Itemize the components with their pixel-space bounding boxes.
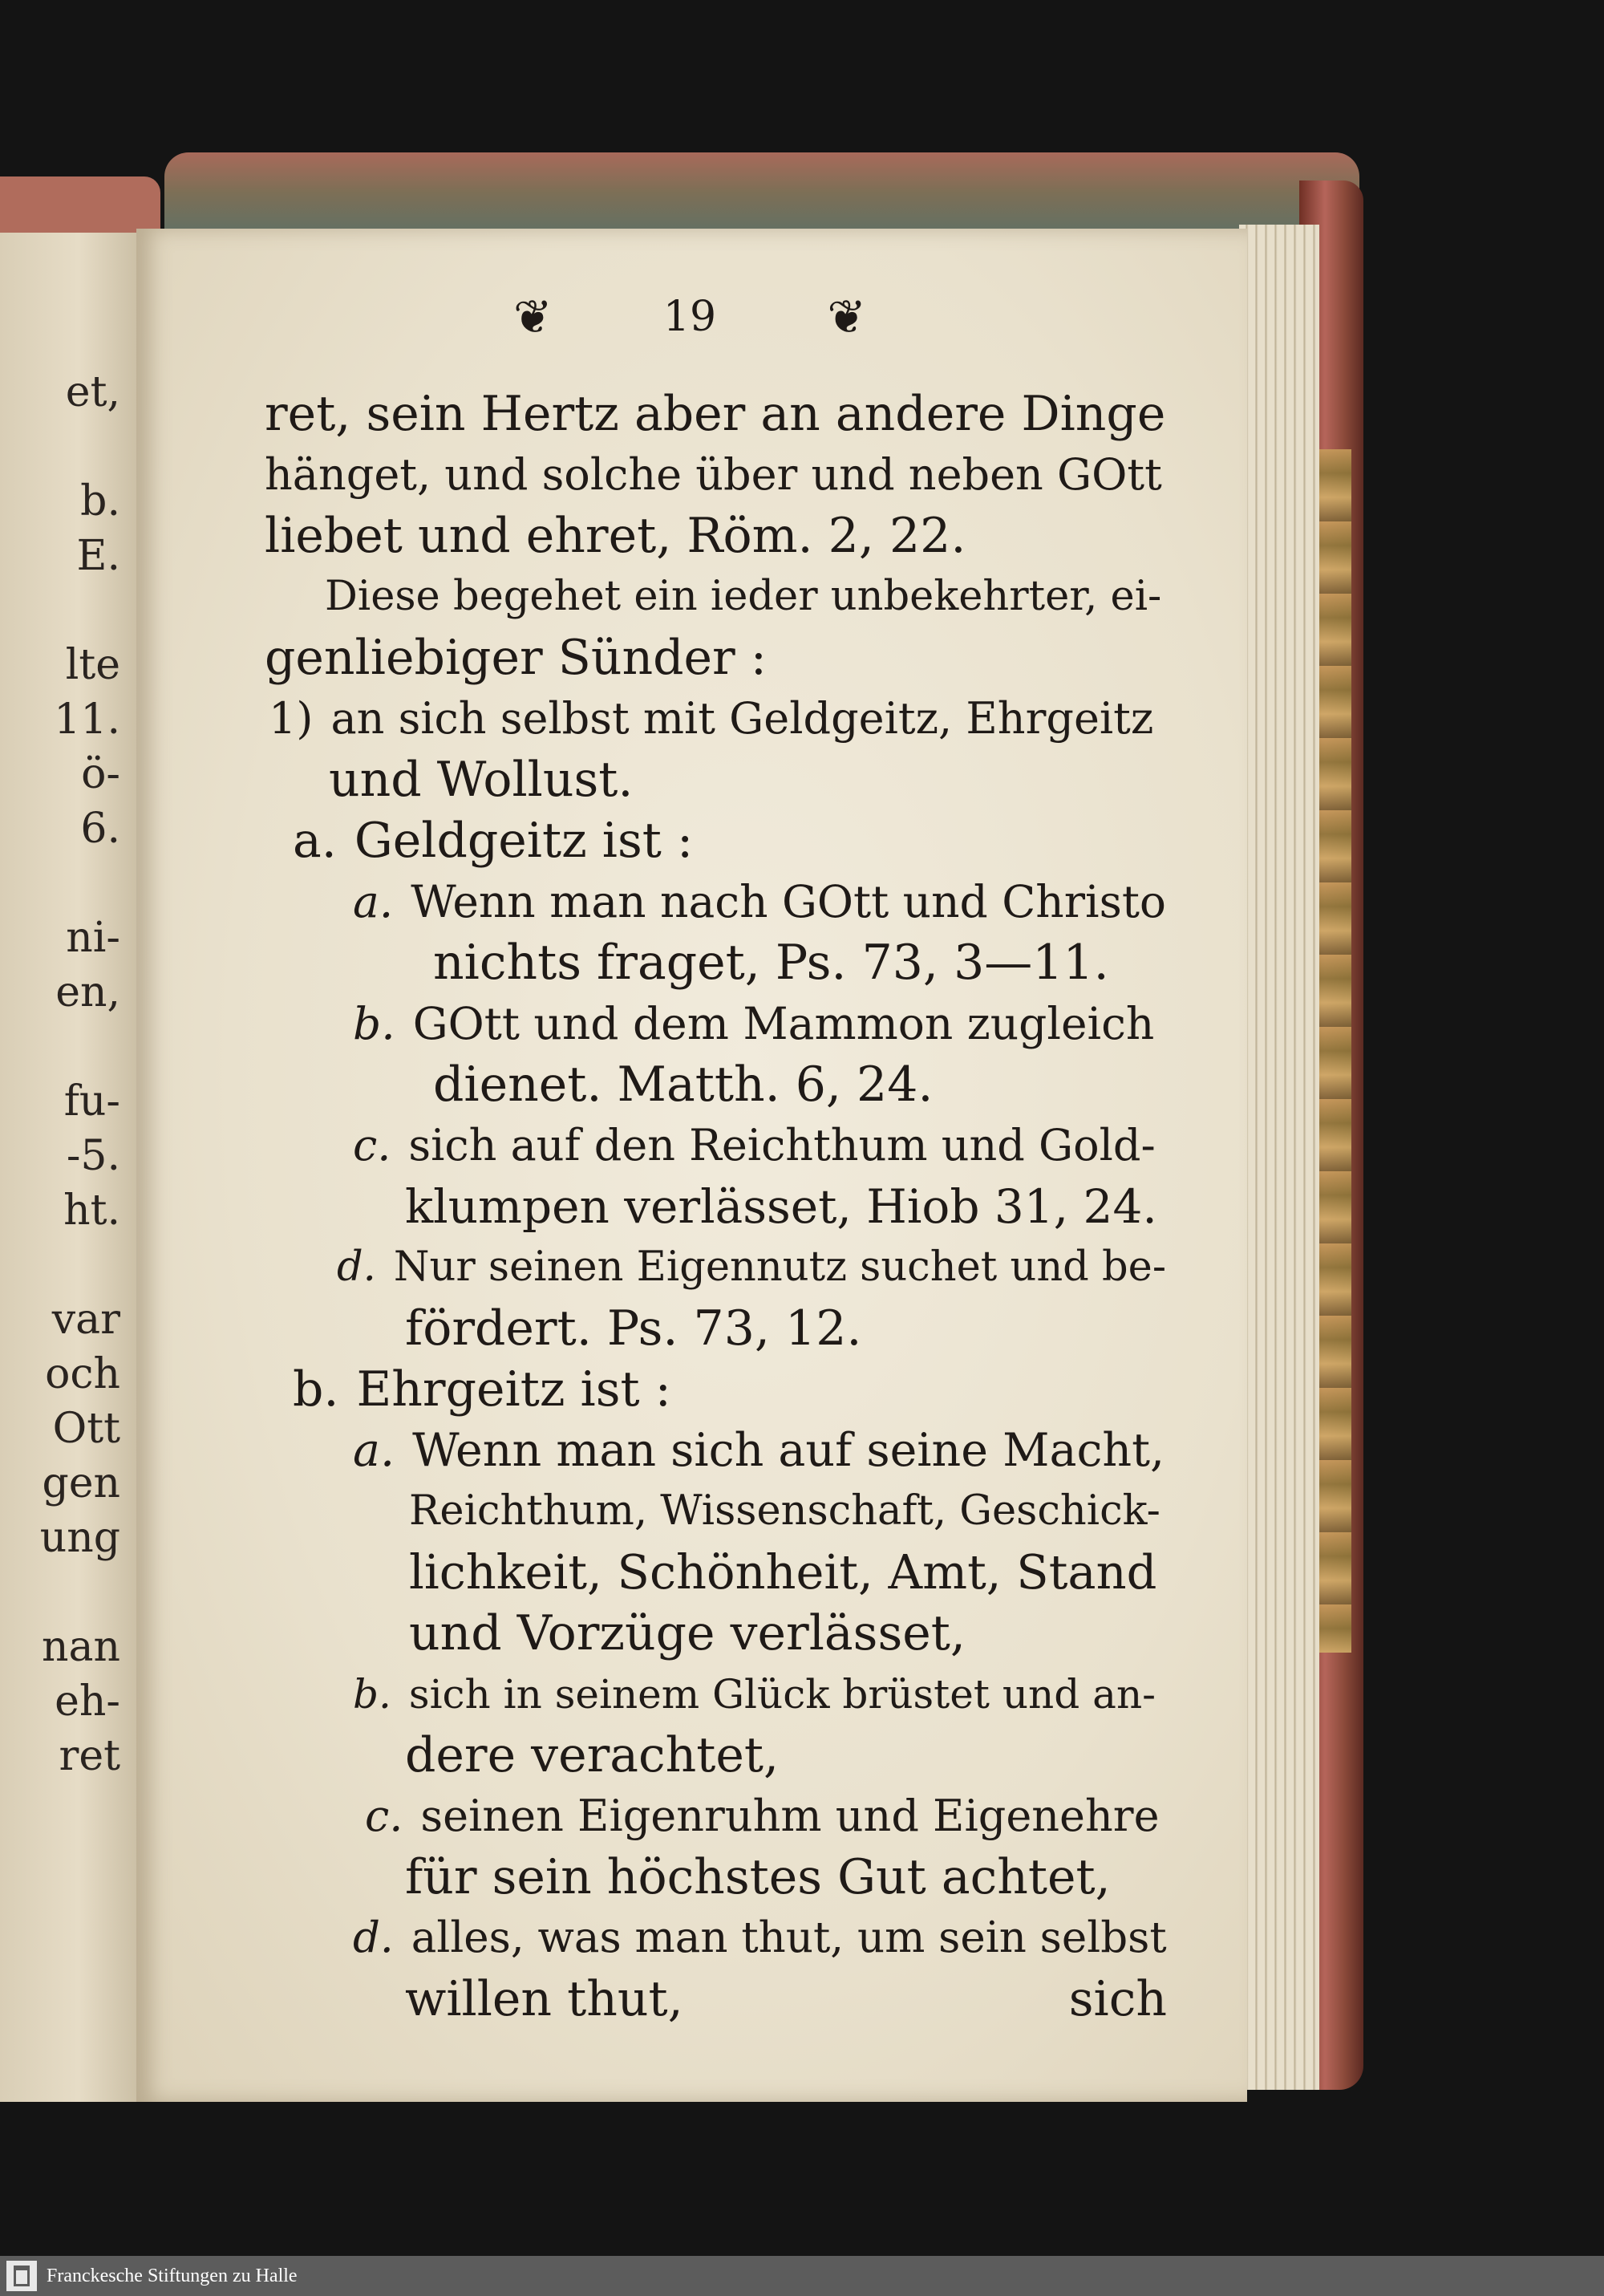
text-line: a. Wenn man sich auf seine Macht, <box>353 1420 1167 1481</box>
text-line: liebet und ehret, Röm. 2, 22. <box>265 508 966 564</box>
left-fragment: ht. <box>63 1187 120 1235</box>
left-fragment: ö- <box>81 750 120 798</box>
left-fragment: 11. <box>54 696 120 744</box>
text-line: a. Geldgeitz ist : <box>293 810 1167 871</box>
left-fragment: et, <box>65 368 120 416</box>
left-ornament-icon: ❦ <box>513 290 553 344</box>
list-marker: a. <box>353 1424 395 1477</box>
left-fragment: E. <box>76 532 120 580</box>
left-fragment: eh- <box>55 1677 120 1726</box>
text-line: fördert. Ps. 73, 12. <box>405 1300 862 1357</box>
list-marker: c. <box>365 1791 403 1841</box>
text-line: c. sich auf den Reichthum und Gold- <box>353 1115 1167 1176</box>
left-fragment: ni- <box>66 914 120 962</box>
right-ornament-icon: ❦ <box>827 290 866 344</box>
left-fragment <box>0 420 120 474</box>
text-line: klumpen verlässet, Hiob 31, 24. <box>405 1179 1157 1234</box>
text-line: und Vorzüge verlässet, <box>409 1605 966 1661</box>
text-line: nichts fraget, Ps. 73, 3—11. <box>433 935 1109 991</box>
text-line: Reichthum, Wissenschaft, Geschick- <box>409 1487 1160 1535</box>
footer-bar <box>0 2256 1604 2296</box>
text-line: lichkeit, Schönheit, Amt, Stand <box>409 1544 1157 1600</box>
text-line: ret, sein Hertz aber an andere Dinge <box>265 386 1166 442</box>
left-fragment <box>0 856 120 911</box>
list-marker: b. <box>353 1671 391 1718</box>
list-marker: c. <box>353 1120 391 1170</box>
left-fragment: nan <box>42 1623 120 1671</box>
left-fragment: var <box>51 1296 120 1344</box>
left-cover-edge <box>0 176 160 233</box>
left-fragment <box>0 1238 120 1292</box>
text-line: b. GOtt und dem Mammon zugleich <box>353 993 1167 1054</box>
left-fragment: 6. <box>80 805 120 853</box>
catchword: sich <box>1068 1971 1167 2027</box>
left-fragment: och <box>45 1350 120 1398</box>
text-line: d. Nur seinen Eigennutz suchet und be- <box>337 1237 1167 1298</box>
text-line: b. Ehrgeitz ist : <box>293 1359 1167 1420</box>
footer-credit: Franckesche Stiftungen zu Halle <box>47 2265 298 2286</box>
left-fragment: gen <box>42 1459 120 1507</box>
page-number: 19 <box>662 293 717 341</box>
text-line: 1) an sich selbst mit Geldgeitz, Ehrgeitz <box>269 688 1167 749</box>
left-fragment: lte <box>65 641 120 689</box>
text-line: a. Wenn man nach GOtt und Christo <box>353 871 1167 932</box>
text-line: dienet. Matth. 6, 24. <box>433 1057 934 1113</box>
text-line: und Wollust. <box>329 752 634 808</box>
list-marker: 1) <box>269 693 314 744</box>
text-line: d. alles, was man thut, um sein selbst <box>353 1908 1167 1969</box>
list-marker: d. <box>337 1243 376 1291</box>
left-fragment: Ott <box>52 1405 120 1453</box>
left-fragment: -5. <box>66 1132 120 1180</box>
list-marker: b. <box>293 1361 339 1418</box>
institution-logo-icon <box>6 2261 37 2291</box>
spine-marbling <box>1315 449 1351 1653</box>
list-marker: d. <box>353 1913 394 1962</box>
text-line: b. sich in seinem Glück brüstet und an- <box>353 1664 1167 1725</box>
left-fragment <box>0 583 120 638</box>
text-line: Diese begehet ein ieder unbekehrter, ei- <box>325 573 1162 620</box>
text-line: für sein höchstes Gut achtet, <box>405 1849 1111 1905</box>
text-line: dere verachtet, <box>405 1727 780 1783</box>
left-fragment: ung <box>39 1514 120 1562</box>
page-header <box>513 285 866 349</box>
left-fragment <box>0 1020 120 1074</box>
list-marker: b. <box>353 998 395 1049</box>
left-fragment: ret <box>59 1732 120 1780</box>
book-cover-top <box>164 152 1359 241</box>
left-fragment: fu- <box>63 1077 120 1126</box>
left-fragment: b. <box>80 477 120 525</box>
left-fragment <box>0 1565 120 1620</box>
text-line: hänget, und solche über und neben GOtt <box>265 449 1162 500</box>
page-edges <box>1239 225 1319 2090</box>
left-page-text <box>0 365 120 1783</box>
list-marker: a. <box>293 813 337 869</box>
left-fragment: en, <box>55 968 120 1016</box>
text-line: c. seinen Eigenruhm und Eigenehre <box>365 1786 1167 1847</box>
text-line: genliebiger Sünder : <box>265 630 767 686</box>
text-line: willen thut, sich <box>405 1969 1167 2030</box>
list-marker: a. <box>353 876 394 927</box>
